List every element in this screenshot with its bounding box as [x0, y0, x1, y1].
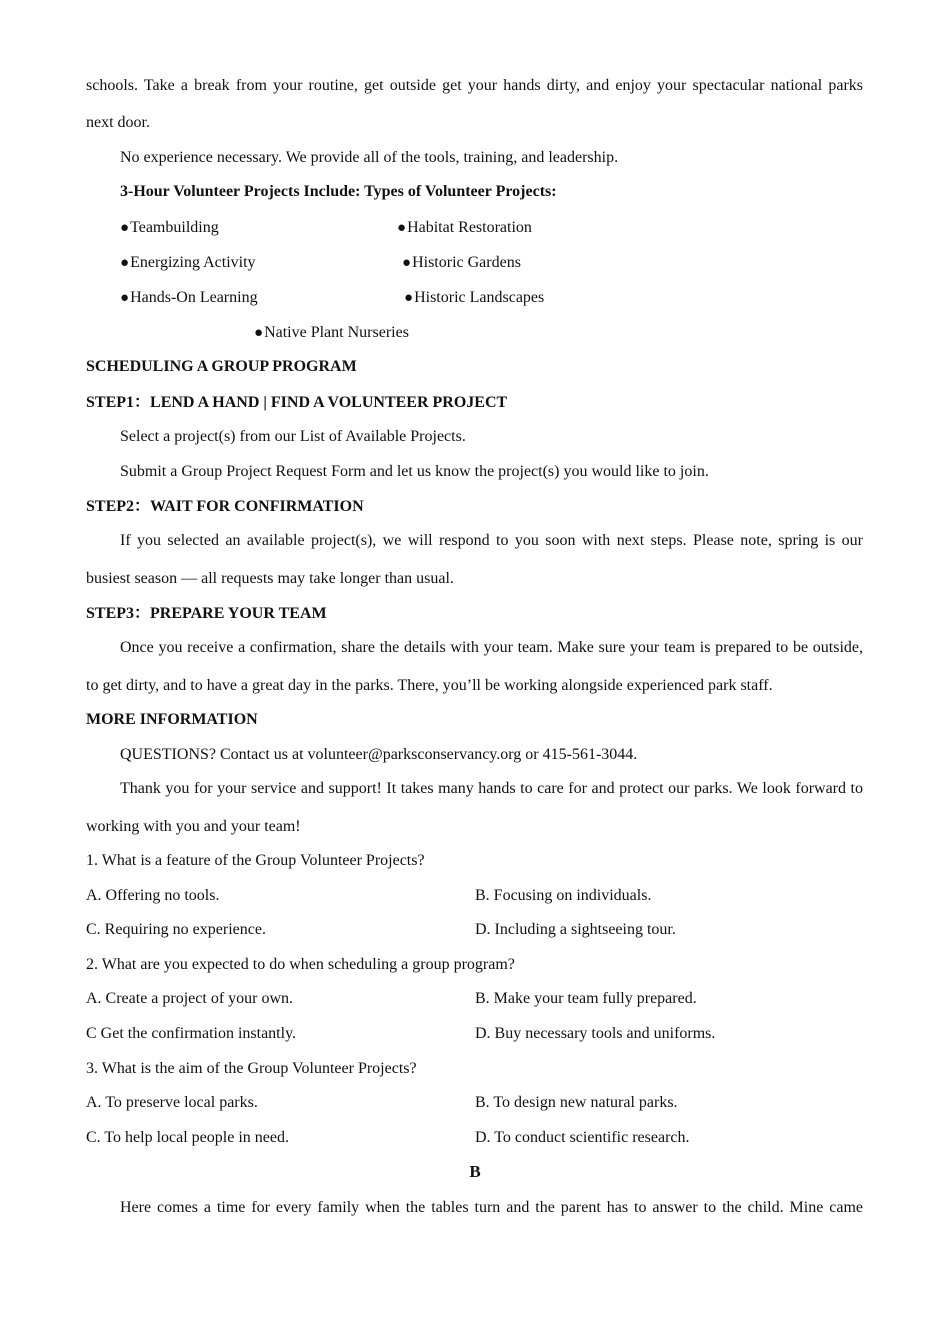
- section-b-label: B: [469, 1162, 481, 1181]
- no-experience-text: No experience necessary. We provide all of the tools, training, and leadership.: [120, 149, 619, 166]
- question-1-option-b: B. Focusing on individuals.: [475, 887, 652, 904]
- question-1-option-c: C. Requiring no experience.: [86, 921, 266, 938]
- question-3-option-d: D. To conduct scientific research.: [475, 1129, 690, 1146]
- step1-text-2: Submit a Group Project Request Form and let us know the project(s) you would like to join.: [120, 463, 709, 480]
- include-item: ● Energizing Activity: [120, 253, 256, 273]
- question-3-stem: 3. What is the aim of the Group Volunteer Projects?: [86, 1060, 417, 1077]
- question-2-option-a: A. Create a project of your own.: [86, 990, 294, 1007]
- step2-line-1: If you selected an available project(s), we will respond to you soon with next steps. Please note, spring is our: [120, 532, 863, 549]
- step3-line-1: Once you receive a confirmation, share the details with your team. Make sure your team is prepared to be outside,: [120, 639, 863, 656]
- question-1-option-d: D. Including a sightseeing tour.: [475, 921, 676, 938]
- question-3-option-a: A. To preserve local parks.: [86, 1094, 258, 1111]
- step2-heading: STEP2：WAIT FOR CONFIRMATION: [86, 498, 364, 515]
- question-2-option-b: B. Make your team fully prepared.: [475, 990, 697, 1007]
- question-2-stem: 2. What are you expected to do when scheduling a group program?: [86, 956, 515, 973]
- step2-line-2: busiest season — all requests may take longer than usual.: [86, 570, 454, 587]
- include-item: ● Hands-On Learning: [120, 288, 258, 308]
- projects-heading: 3-Hour Volunteer Projects Include: Types of Volunteer Projects:: [120, 183, 557, 200]
- type-item: ● Historic Landscapes: [404, 288, 544, 308]
- question-1-option-a: A. Offering no tools.: [86, 887, 220, 904]
- question-2-option-c: C Get the confirmation instantly.: [86, 1025, 297, 1042]
- step1-heading: STEP1：LEND A HAND | FIND A VOLUNTEER PROJECT: [86, 394, 508, 411]
- question-1-stem: 1. What is a feature of the Group Volunteer Projects?: [86, 852, 425, 869]
- step3-heading: STEP3：PREPARE YOUR TEAM: [86, 605, 327, 622]
- thanks-line-2: working with you and your team!: [86, 818, 301, 835]
- scheduling-heading: SCHEDULING A GROUP PROGRAM: [86, 358, 357, 375]
- intro-line-2: next door.: [86, 114, 150, 131]
- step1-text-1: Select a project(s) from our List of Available Projects.: [120, 428, 466, 445]
- question-3-option-c: C. To help local people in need.: [86, 1129, 289, 1146]
- type-item: ● Native Plant Nurseries: [254, 323, 409, 343]
- thanks-line-1: Thank you for your service and support! It takes many hands to care for and protect our parks. We look forward to: [120, 780, 863, 797]
- more-info-heading: MORE INFORMATION: [86, 711, 258, 728]
- question-3-option-b: B. To design new natural parks.: [475, 1094, 678, 1111]
- include-item: ● Teambuilding: [120, 218, 219, 238]
- questions-contact: QUESTIONS? Contact us at volunteer@parksconservancy.org or 415-561-3044.: [120, 746, 638, 763]
- intro-line-1: schools. Take a break from your routine, get outside get your hands dirty, and enjoy your spectacular national parks: [86, 77, 863, 94]
- type-item: ● Historic Gardens: [402, 253, 521, 273]
- section-b-first-line: Here comes a time for every family when the tables turn and the parent has to answer to the child. Mine came: [120, 1199, 863, 1216]
- type-item: ● Habitat Restoration: [397, 218, 532, 238]
- step3-line-2: to get dirty, and to have a great day in the parks. There, you’ll be working alongside experienced park staff.: [86, 677, 773, 694]
- question-2-option-d: D. Buy necessary tools and uniforms.: [475, 1025, 716, 1042]
